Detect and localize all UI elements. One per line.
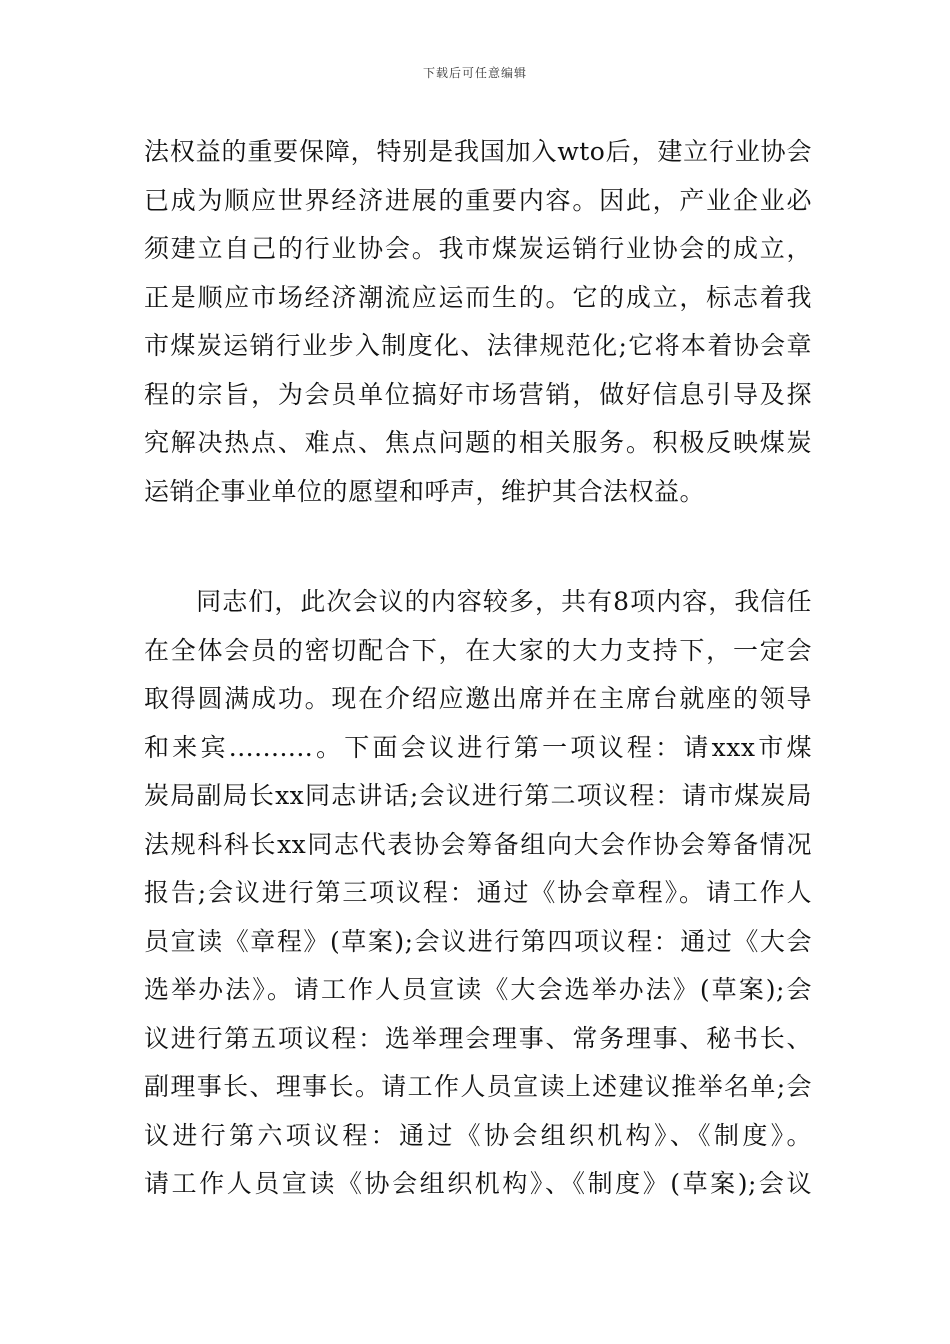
- paragraph-line: 已成为顺应世界经济进展的重要内容。因此，产业企业必: [144, 185, 812, 215]
- paragraph-line: 程的宗旨，为会员单位搞好市场营销，做好信息引导及探: [144, 379, 812, 409]
- paragraph-line: 在全体会员的密切配合下，在大家的大力支持下，一定会: [144, 635, 812, 665]
- header-note: 下载后可任意编辑: [422, 66, 527, 80]
- paragraph-line: 议进行第六项议程：通过《协会组织机构》、《制度》。: [144, 1120, 812, 1150]
- paragraph-line: 法权益的重要保障，特别是我国加入wto后，建立行业协会: [144, 137, 812, 166]
- paragraph-line: 正是顺应市场经济潮流应运而生的。它的成立，标志着我: [144, 282, 812, 312]
- paragraph-line: 须建立自己的行业协会。我市煤炭运销行业协会的成立，: [144, 234, 812, 263]
- paragraph-line: 副理事长、理事长。请工作人员宣读上述建议推举名单;会: [144, 1072, 812, 1101]
- paragraph-line: 市煤炭运销行业步入制度化、法律规范化;它将本着协会章: [144, 331, 812, 360]
- paragraph-line: 请工作人员宣读《协会组织机构》、《制度》(草案);会议: [144, 1169, 812, 1198]
- paragraph-2: [144, 578, 812, 1209]
- paragraph-line: 议进行第五项议程：选举理会理事、常务理事、秘书长、: [144, 1023, 812, 1053]
- paragraph-line: 报告;会议进行第三项议程：通过《协会章程》。请工作人: [144, 878, 812, 907]
- paragraph-line: 炭局副局长xx同志讲话;会议进行第二项议程：请市煤炭局: [144, 781, 812, 810]
- paragraph-line: 运销企事业单位的愿望和呼声，维护其合法权益。: [144, 476, 706, 506]
- paragraph-line: 究解决热点、难点、焦点问题的相关服务。积极反映煤炭: [144, 428, 812, 457]
- paragraph-line: 取得圆满成功。现在介绍应邀出席并在主席台就座的领导: [144, 684, 812, 713]
- paragraph-line: 法规科科长xx同志代表协会筹备组向大会作协会筹备情况: [144, 829, 812, 859]
- paragraph-1: [144, 128, 812, 516]
- paragraph-line: 同志们，此次会议的内容较多，共有8项内容，我信任: [144, 587, 812, 616]
- paragraph-line: 员宣读《章程》(草案);会议进行第四项议程：通过《大会: [144, 926, 812, 956]
- paragraph-line: 选举办法》。请工作人员宣读《大会选举办法》(草案);会: [144, 975, 812, 1004]
- paragraph-line: 和来宾..........。下面会议进行第一项议程：请xxx市煤: [144, 732, 812, 762]
